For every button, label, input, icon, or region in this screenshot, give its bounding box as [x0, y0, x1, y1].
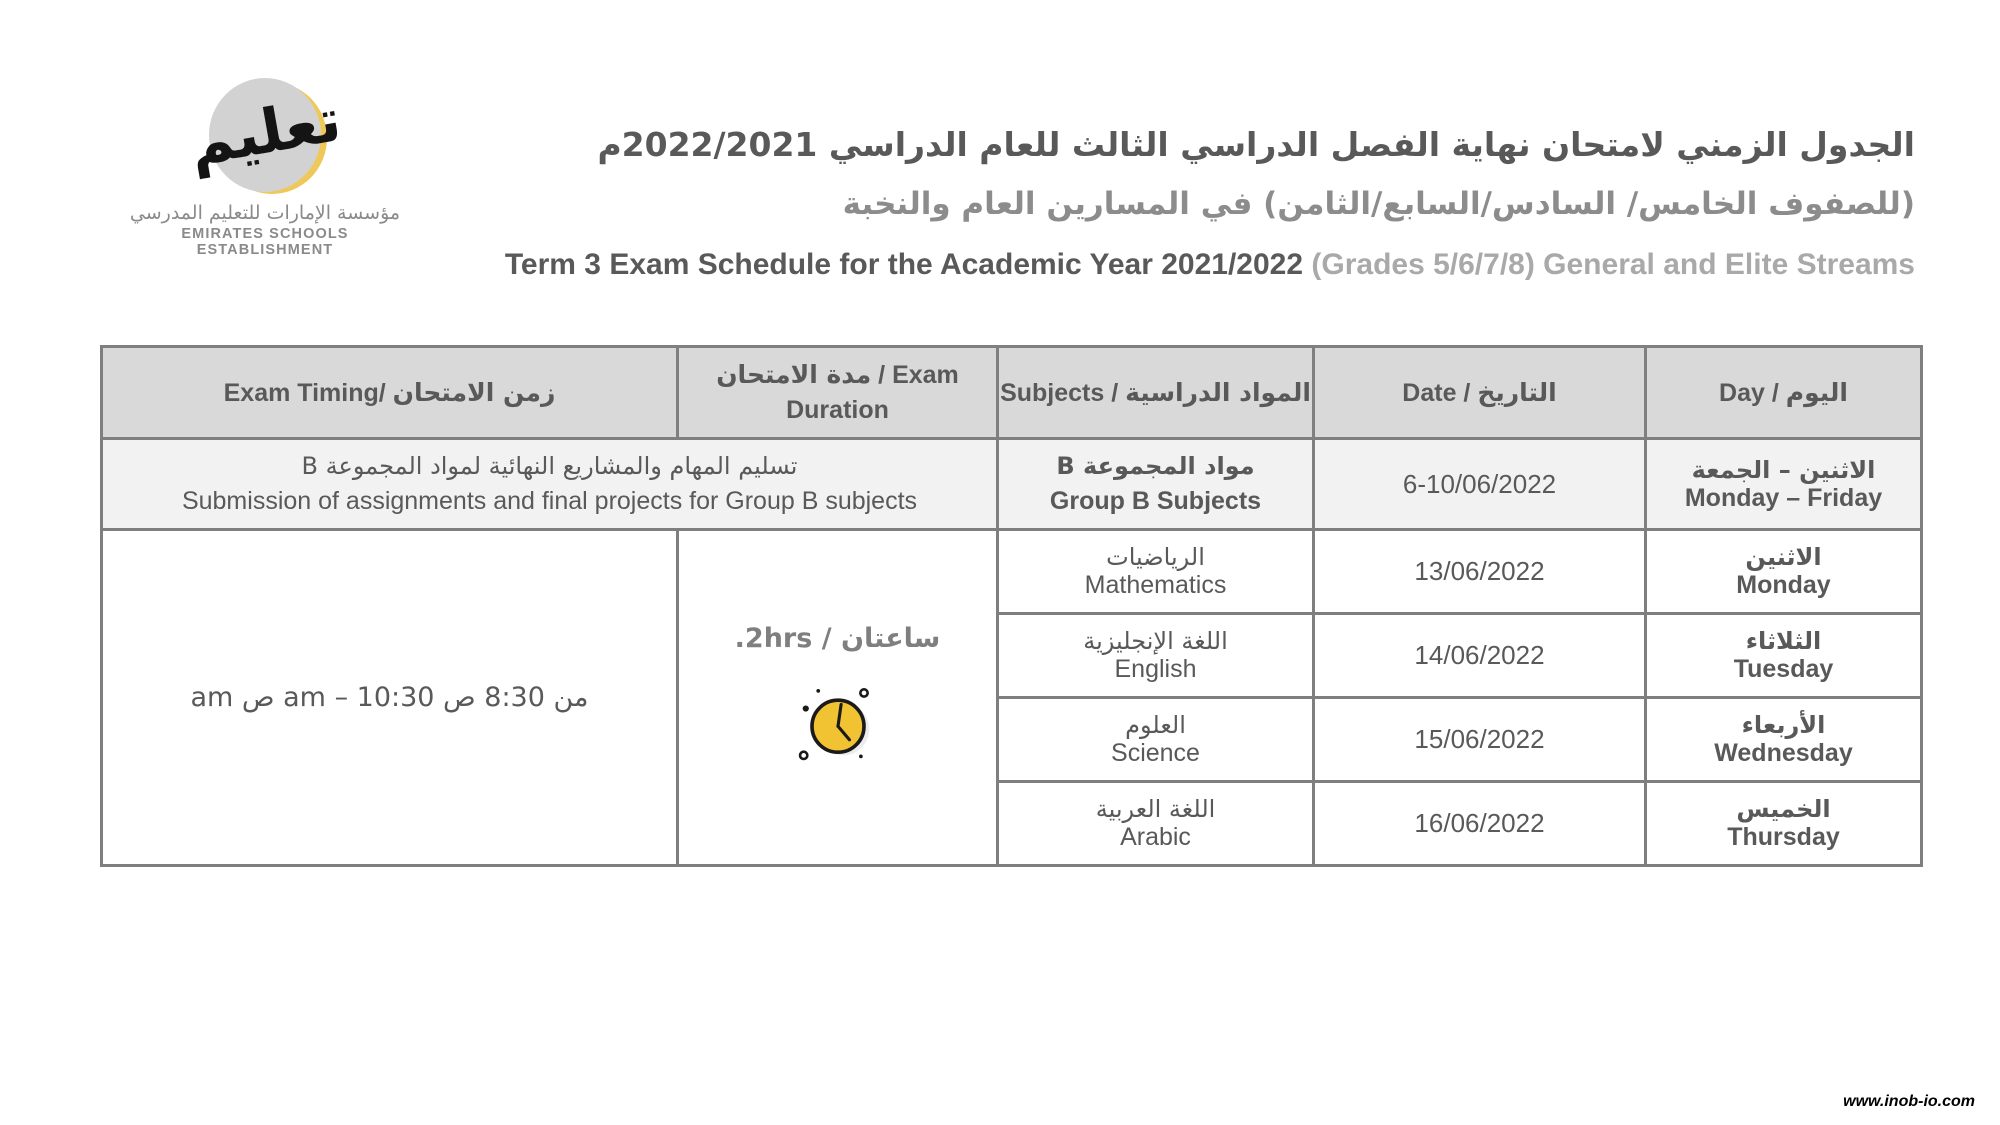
header-exam-duration: مدة الامتحان / Exam Duration [678, 347, 998, 439]
exam-row [102, 530, 1922, 614]
group-b-note-english: Submission of assignments and final projects for Group B subjects [181, 487, 918, 515]
title-arabic-line1: الجدول الزمني لامتحان نهاية الفصل الدراسي الثالث للعام الدراسي 2022/2021م [597, 125, 1915, 164]
group-b-subject-cell: مواد المجموعة B Group B Subjects [998, 439, 1314, 530]
subject-cell: العلوم Science [998, 698, 1314, 782]
exam-duration-cell [678, 530, 998, 866]
title-english [505, 248, 1915, 282]
title-block [505, 125, 1915, 282]
organization-name-english: EMIRATES SCHOOLS ESTABLISHMENT [181, 226, 349, 258]
day-cell: الأربعاء Wednesday [1646, 698, 1922, 782]
group-b-note-arabic: تسليم المهام والمشاريع النهائية لمواد المجموعة B [301, 452, 798, 480]
subject-cell: الرياضيات Mathematics [998, 530, 1314, 614]
header-exam-timing: Exam Timing/ زمن الامتحان [102, 347, 678, 439]
header-subjects: Subjects / المواد الدراسية [998, 347, 1314, 439]
title-arabic-line2: (للصفوف الخامس/ السادس/السابع/الثامن) في المسارين العام والنخبة [842, 186, 1915, 222]
day-cell: الثلاثاء Tuesday [1646, 614, 1922, 698]
group-b-note-cell [102, 439, 998, 530]
date-cell: 13/06/2022 [1314, 530, 1646, 614]
day-cell: الاثنين Monday [1646, 530, 1922, 614]
day-cell: الخميس Thursday [1646, 782, 1922, 866]
subject-cell: اللغة العربية Arabic [998, 782, 1314, 866]
header-day: Day / اليوم [1646, 347, 1922, 439]
logo-circle [183, 78, 347, 192]
watermark: www.inob-io.com [1843, 1093, 1975, 1110]
clock-icon [786, 668, 890, 772]
date-cell: 14/06/2022 [1314, 614, 1646, 698]
subject-cell: اللغة الإنجليزية English [998, 614, 1314, 698]
title-english-sub: (Grades 5/6/7/8) General and Elite Streams [1303, 248, 1915, 281]
group-b-date-cell: 6-10/06/2022 [1314, 439, 1646, 530]
title-english-main: Term 3 Exam Schedule for the Academic Year 2021/2022 [504, 248, 1304, 281]
logo-calligraphy: تعليم [183, 84, 347, 181]
header-date: Date / التاريخ [1314, 347, 1646, 439]
date-cell: 16/06/2022 [1314, 782, 1646, 866]
duration-label: ساعتان / 2hrs. [734, 623, 941, 654]
header-row [102, 347, 1922, 439]
organization-logo [120, 78, 410, 258]
organization-name-arabic: مؤسسة الإمارات للتعليم المدرسي [129, 202, 401, 224]
group-b-row [102, 439, 1922, 530]
exam-timing-cell: من 8:30 ص am – 10:30 ص am [102, 530, 678, 866]
group-b-day-cell: الاثنين – الجمعة Monday – Friday [1646, 439, 1922, 530]
exam-schedule-table [100, 345, 1923, 867]
date-cell: 15/06/2022 [1314, 698, 1646, 782]
